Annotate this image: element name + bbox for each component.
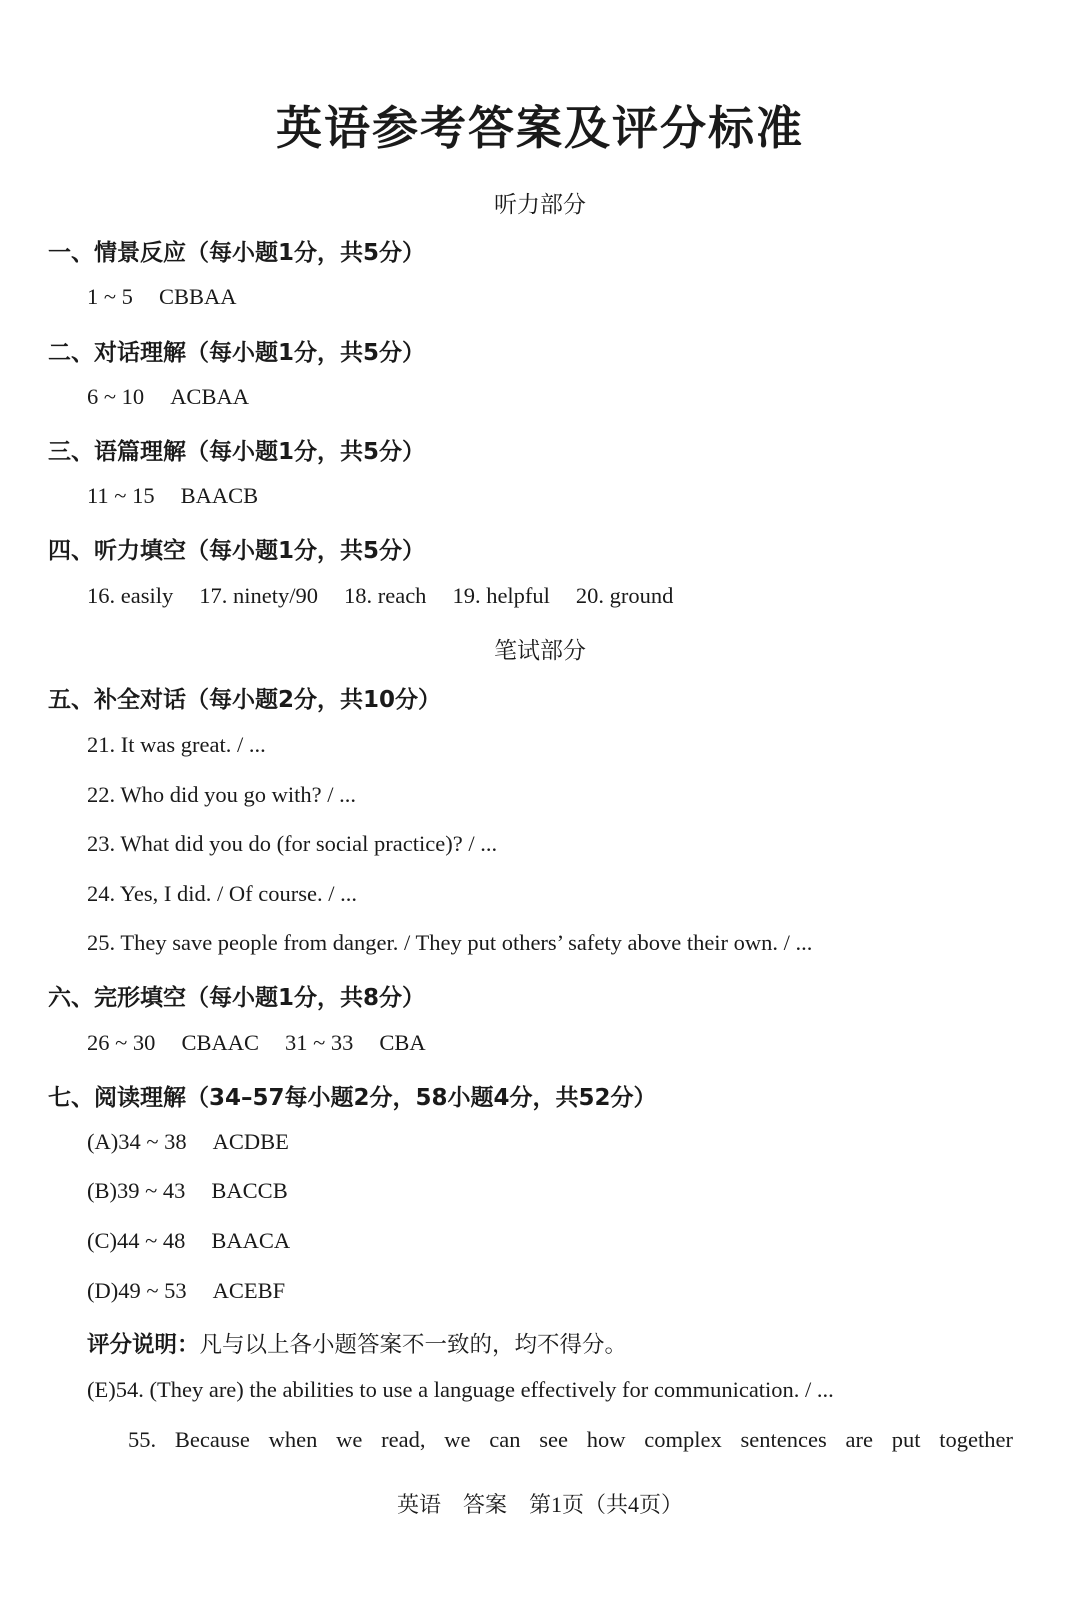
section-6-heading: 六、完形填空（每小题1分，共8分） [48,985,426,1011]
section-1-answers [87,284,236,310]
reading-b-key: BACCB [211,1178,288,1203]
scoring-note-label: 评分说明： [87,1332,200,1358]
reading-d-answers [87,1278,285,1304]
reading-b-answers [87,1178,288,1204]
section-6-key-1: CBAAC [181,1030,259,1055]
section-6-answers [87,1030,426,1056]
section-3-heading: 三、语篇理解（每小题1分，共5分） [48,439,426,465]
reading-c-range: (C)44 ~ 48 [87,1228,186,1253]
listening-part-heading: 听力部分 [494,192,586,218]
answer-18: 18. reach [343,583,427,608]
section-2-heading: 二、对话理解（每小题1分，共5分） [48,340,426,366]
answer-55: 55. Because when we read, we can see how complex sentences are put together [128,1427,1013,1452]
section-2-answers [87,384,249,410]
reading-d-range: (D)49 ~ 53 [87,1278,187,1303]
section-6-range-2: 31 ~ 33 [284,1030,354,1055]
reading-d-key: ACEBF [212,1278,286,1303]
scoring-note-text: 凡与以上各小题答案不一致的，均不得分。 [199,1332,628,1357]
section-6-key-2: CBA [379,1030,426,1055]
section-1-range: 1 ~ 5 [87,284,133,309]
scoring-note [87,1327,627,1359]
answer-16: 16. easily [87,583,174,608]
section-3-answers [87,483,258,509]
answer-23: 23. What did you do (for social practice)? / ... [87,831,498,856]
section-2-key: ACBAA [170,384,249,409]
reading-a-key: ACDBE [212,1129,289,1154]
answer-25: 25. They save people from danger. / They put others’ safety above their own. / ... [87,930,813,955]
reading-c-answers [87,1228,290,1254]
section-6-range-1: 26 ~ 30 [87,1030,156,1055]
section-3-key: BAACB [180,483,259,508]
answer-54: (E)54. (They are) the abilities to use a language effectively for communication. / ... [87,1377,834,1402]
answer-22: 22. Who did you go with? / ... [87,782,356,807]
answer-19: 19. helpful [452,583,550,608]
page-title: 英语参考答案及评分标准 [276,101,804,155]
section-1-heading: 一、情景反应（每小题1分，共5分） [48,240,426,266]
section-4-heading: 四、听力填空（每小题1分，共5分） [48,538,426,564]
reading-b-range: (B)39 ~ 43 [87,1178,186,1203]
answer-20: 20. ground [575,583,674,608]
section-1-key: CBBAA [158,284,237,309]
reading-a-range: (A)34 ~ 38 [87,1129,187,1154]
section-3-range: 11 ~ 15 [87,483,155,508]
writing-part-heading: 笔试部分 [494,638,586,664]
answer-17: 17. ninety/90 [199,583,318,608]
reading-a-answers [87,1129,289,1155]
section-7-heading: 七、阅读理解（34–57每小题2分，58小题4分，共52分） [48,1085,657,1111]
section-5-heading: 五、补全对话（每小题2分，共10分） [48,687,442,713]
page-footer: 英语 答案 第1页（共4页） [396,1492,683,1517]
section-4-answers [87,583,673,609]
section-2-range: 6 ~ 10 [87,384,145,409]
answer-21: 21. It was great. / ... [87,732,266,757]
answer-24: 24. Yes, I did. / Of course. / ... [87,881,357,906]
reading-c-key: BAACA [211,1228,291,1253]
